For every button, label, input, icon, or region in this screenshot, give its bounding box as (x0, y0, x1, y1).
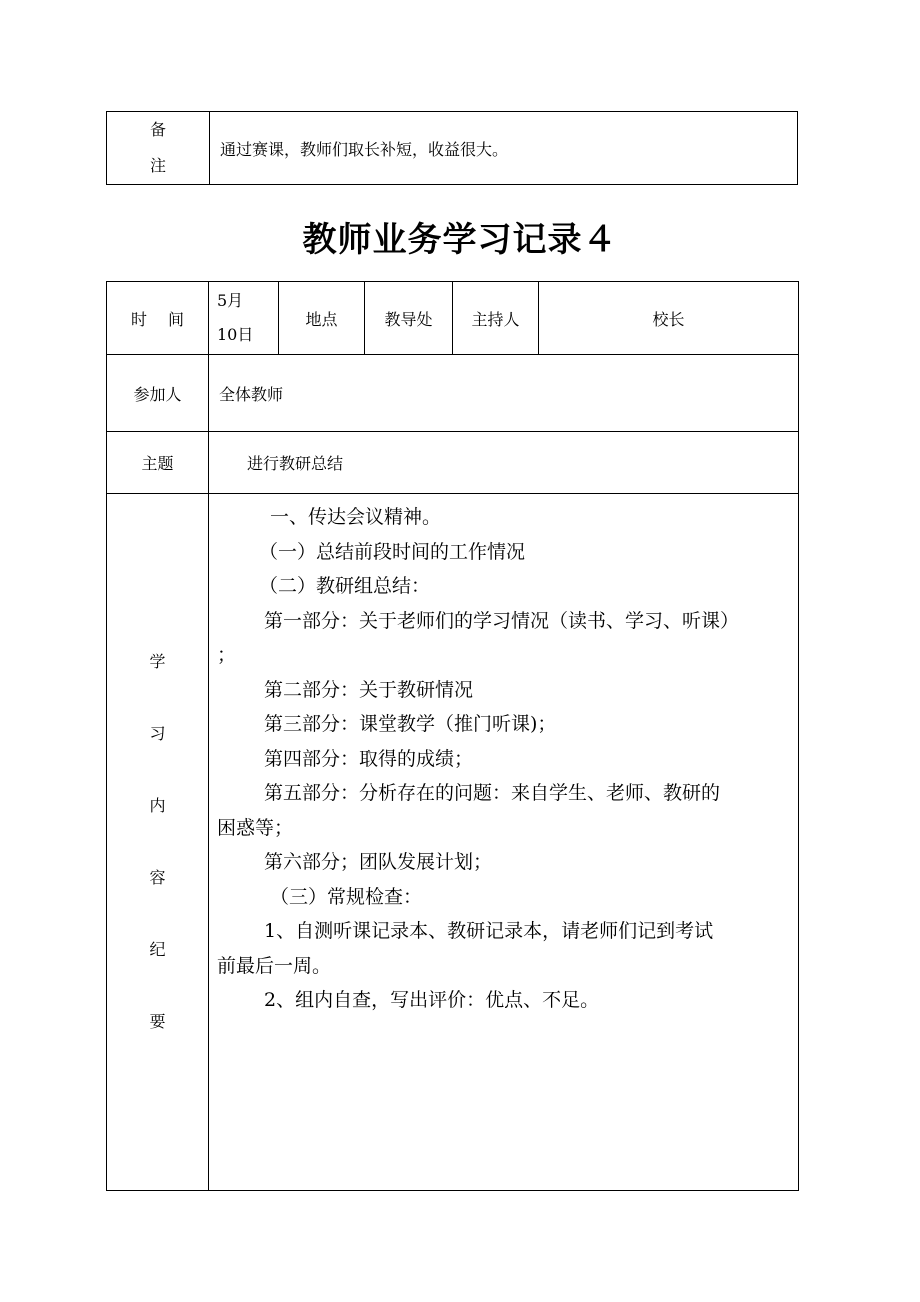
content-label-char: 要 (149, 1012, 166, 1031)
participants-row (107, 355, 799, 432)
time-row (107, 282, 799, 355)
content-line: 第一部分：关于老师们的学习情况（读书、学习、听课） (264, 609, 740, 632)
content-label-char: 纪 (149, 940, 166, 959)
content-body (209, 494, 799, 1191)
content-label-char: 学 (149, 652, 166, 671)
content-label (107, 494, 209, 1191)
content-label-char: 内 (149, 796, 166, 815)
participants-label: 参加人 (107, 355, 209, 432)
content-line: 第三部分：课堂教学（推门听课)； (264, 713, 557, 735)
remark-label-line2: 注 (149, 156, 166, 175)
date-line1: 5月 (217, 291, 244, 310)
content-line: 前最后一周。 (217, 954, 332, 977)
content-line: 2、组内自查，写出评价：优点、不足。 (264, 989, 600, 1011)
remark-label (107, 112, 210, 185)
content-line: （二）教研组总结： (259, 575, 431, 597)
remark-label-line1: 备 (149, 120, 166, 139)
content-line: 第六部分；团队发展计划； (264, 851, 493, 873)
content-label-char: 习 (149, 724, 166, 743)
topic-value: 进行教研总结 (209, 432, 799, 494)
content-line: 第四部分：取得的成绩； (264, 747, 474, 770)
topic-label: 主题 (107, 432, 209, 494)
host-label: 主持人 (453, 282, 539, 355)
content-line: ； (217, 644, 237, 666)
participants-value: 全体教师 (209, 355, 799, 432)
remark-table (106, 111, 798, 185)
content-line: （一）总结前段时间的工作情况 (259, 540, 526, 563)
topic-row (107, 432, 799, 494)
date-line2: 10日 (217, 325, 254, 344)
place-value: 教导处 (365, 282, 453, 355)
content-row (107, 494, 799, 1191)
date-value (209, 282, 279, 355)
time-label: 时 间 (107, 282, 209, 355)
content-label-char: 容 (149, 868, 166, 887)
page-title: 教师业务学习记录４ (302, 220, 618, 260)
remark-text: 通过赛课，教师们取长补短，收益很大。 (210, 112, 798, 185)
content-line: 一、传达会议精神。 (270, 506, 442, 528)
host-value: 校长 (539, 282, 799, 355)
record-table (106, 281, 799, 1191)
content-line: 第二部分：关于教研情况 (264, 678, 474, 701)
content-line: 第五部分：分析存在的问题：来自学生、老师、教研的 (264, 782, 721, 804)
content-line: 1、自测听课记录本、教研记录本，请老师们记到考试 (264, 920, 714, 942)
place-label: 地点 (279, 282, 365, 355)
content-line: （三）常规检查： (270, 885, 423, 908)
content-line: 困惑等； (217, 816, 294, 839)
